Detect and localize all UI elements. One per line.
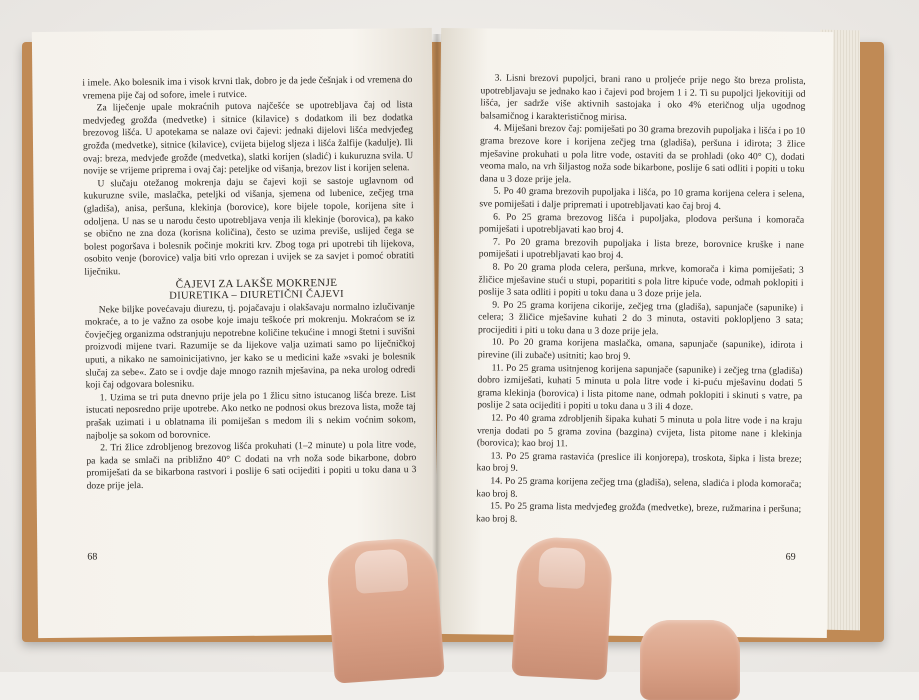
paragraph: 4. Miješani brezov čaj: pomiješati po 30 grama brezovih pupoljaka i lišća i po 10 grama brezove kore i korijena zečjeg trna (gladiša), peršuna i idirota; 3 žlice mješavine prokuhati u pola litre vode, ostaviti da se prohladi (oko 40° C), dodati veoma malo, na vrh šiljastog noža sode bikarbone, poslije 6 sati odliti i popiti u toku dana u 3 doze prije jela. (479, 122, 806, 186)
right-page (435, 28, 833, 638)
right-page-text (476, 72, 806, 529)
paragraph: 8. Po 20 grama ploda celera, peršuna, mrkve, komorača i kima pomiješati; 3 žličice mješavine stući u stupi, poparititi s pola litre kipuće vode, odmah poklopiti i poslije 3 sata odliti i popiti u toku dana u 3 doze prije jela. (478, 261, 804, 300)
thumbnail-nail (354, 548, 409, 594)
paragraph: 2. Tri žlice zdrobljenog brezovog lišća prokuhati (1–2 minute) u pola litre vode, pa kada se smlači na približno 40° C dodati na vrh noža sode bikarbone, dobro promiješati da se bikarbona rastvori i poslije 6 sati ocijediti i popiti u toku dana u 3 doze prije jela. (86, 439, 417, 492)
section-subheading: DIURETIKA – DIURETIČNI ČAJEVI (169, 288, 344, 302)
paragraph: Za liječenje upale mokraćnih putova najčešće se upotrebljava čaj od lista medvjeđeg grožđa (medvetke) i sitnice (kilavice) s dodatkom ili bez dodatka brezovog lišća. U apotekama se nalaze ovi čajevi: jednaki dijelovi lišća medvjeđeg grožđa (medvetke), sitnice (kilavice), cvijeta bijelog sljeza i lišća žalfije (kadulje). Ili ovaj: breza, medvjeđe grožđe (medvetka), slatki korijen (sladić) i kukuruzna svila. U novije se vrijeme priprema i ovaj čaj: peteljke od višanja, brezov list i korijen selena. (82, 99, 414, 177)
book-spine-shadow (432, 34, 442, 634)
paragraph: 1. Uzima se tri puta dnevno prije jela po 1 žlicu sitno istucanog lišća breze. List istucati neposredno prije upotrebe. Ako netko ne podnosi okus brezova lista, može taj prašak uzimati i u oblatnama ili pomiješan s medom ili s nekim voćnim sokom, najbolje sa sokom od borovnice. (85, 388, 416, 442)
right-thumb (511, 536, 613, 681)
thumbnail-nail (538, 547, 586, 589)
right-fingers (640, 620, 740, 700)
paragraph: i imele. Ako bolesnik ima i visok krvni tlak, dobro je da jede češnjak i od vremena do vremena pije čaj od sofore, imele i rutvice. (82, 74, 413, 102)
paragraph: U slučaju otežanog mokrenja daju se čajevi koji se sastoje uglavnom od kukuruzne svile, maslačka, peteljki od višanja, sjemena od lubenice, zečjeg trna (gladiša), anisa, peršuna, klekinja (borovice), kore bijele topole, korijena site i odoljena. U nas se u narodu često upotrebljava venja ili klekinje (borovica), pa kako se obično ne zna doza (korisna količina), često se uzima previše, uslijed čega se bolest pogoršava i bolesnik počinje mokriti krv. Zbog toga pri upotrebi tih lijekova, osobito venje (borovice) valja biti vrlo oprezan i uvijek se za savjet i pomoć obratiti liječniku. (83, 174, 415, 278)
paragraph: 13. Po 25 grama rastavića (preslice ili konjorepa), troskota, šipka i lista breze; kao broj 9. (476, 450, 802, 475)
paragraph: 3. Lisni brezovi pupoljci, brani rano u proljeće prije nego što breza prolista, upotrebljavaju se jednako kao i čajevi pod brojem 1 i 2. Ti su pupoljci ljekovitiji od lišća, jer sadrže više aktivnih sastojaka i oko 4% eteričnog ulja ugodnog balsamičnog i karakterističnog mirisa. (480, 72, 806, 123)
left-page-text (82, 74, 416, 493)
paragraph: 9. Po 25 grama korijena cikorije, zečjeg trna (gladiša), sapunjače (sapunike) i celera; 3 žličice mješavine kuhati 2 do 3 minuta, ostaviti poklopljeno 3 sata; procijediti i piti u toku dana u 3 doze prije jela. (477, 299, 804, 338)
paragraph: 10. Po 20 grama korijena maslačka, omana, sapunjače (sapunike), idirota i pirevine (ili zubače) usitniti; kao broj 9. (477, 336, 803, 363)
paragraph: 5. Po 40 grama brezovih pupoljaka i lišća, po 10 grama korijena celera i selena, sve pomiješati i dalje pripremati i upotrebljavati kao čaj broj 4. (479, 185, 805, 212)
paragraph: 14. Po 25 grama korijena zečjeg trna (gladiša), selena, sladića i ploda komorača; kao broj 8. (476, 475, 802, 500)
paragraph: 12. Po 40 grama zdrobljenih šipaka kuhati 5 minuta u pola litre vode i na kraju vrenja dodati po 5 grama zovina (bazgina) cvijeta, lista pitome nane i klekinja (borovica); kao broj 11. (476, 412, 803, 450)
page-number: 69 (785, 551, 796, 563)
left-thumb (325, 536, 444, 683)
paragraph: Neke biljke povećavaju diurezu, tj. pojačavaju i olakšavaju normalno izlučivanje mokraće, a to je važno za osobe koje imaju teškoće pri mokrenju. Mokraćom se iz čovječjeg organizma odstranjuju nepotrebne količine tekućine i mnogi štetni i suvišni proizvodi mijene tvari. Razumije se da lijekove valja uzimati samo po liječničkoj uputi, a nikako ne samoinicijativno, jer kako se u medicini kaže »svaki je bolesnik slučaj za sebe«. Zato se i ovdje daje mnogo raznih mješavina, pa neka urolog odredi koji čaj odgovara bolesniku. (84, 300, 416, 391)
page-number: 68 (87, 551, 98, 563)
section-heading: ČAJEVI ZA LAKŠE MOKRENJE (175, 276, 338, 291)
paragraph: 15. Po 25 grama lista medvjeđeg grožđa (medvetke), breze, ružmarina i peršuna; kao broj 8. (475, 500, 802, 525)
paragraph: 6. Po 25 grama brezovog lišća i pupoljaka, plodova peršuna i komorača pomiješati i upotrebljavati kao broj 4. (479, 211, 805, 237)
paragraph: 11. Po 25 grama usitnjenog korijena sapunjače (sapunike) i zečjeg trna (gladiša) dobro izmiješati, kuhati 5 minuta u pola litre vode i ki-puću mješavinu dodati 5 grama klekinja (borovica) i lista pitome nane, odmah poklopiti i skinuti s vatre, pa poslije 2 sata ocijediti i popiti u toku dana u 3 ili 4 doze. (477, 362, 803, 414)
paragraph: 7. Po 20 grama brezovih pupoljaka i lista breze, borovnice kruške i nane pomiješati i upotrebljavati kao broj 4. (478, 236, 804, 262)
